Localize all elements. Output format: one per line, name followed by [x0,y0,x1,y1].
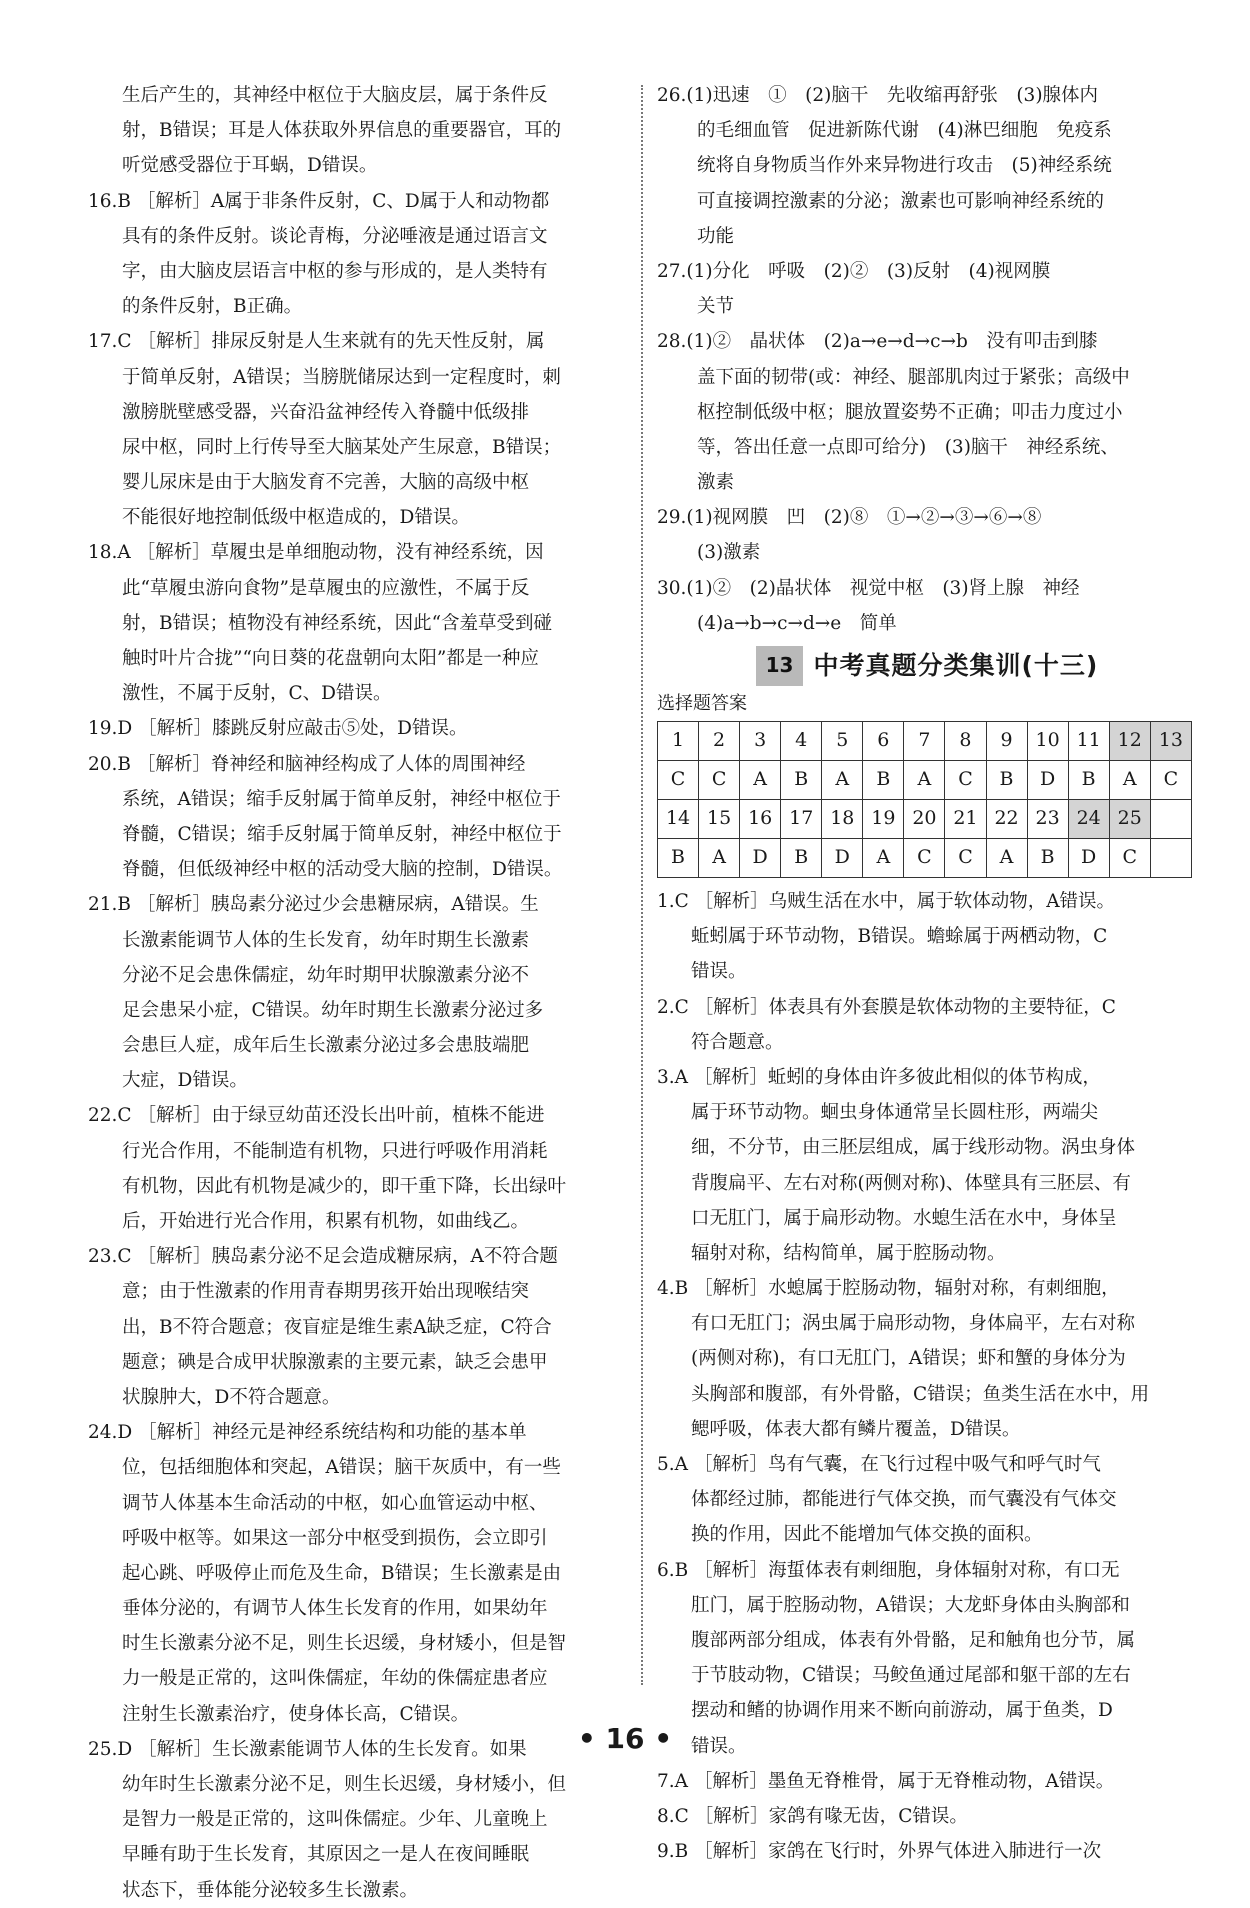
answer-cell: A [986,839,1027,878]
text-line: 口无肛门，属于扁形动物。水螅生活在水中，身体呈 [691,1207,1117,1229]
text-line: 的毛细血管 促进新陈代谢 (4)淋巴细胞 免疫系 [697,120,1112,142]
text-line: 4.B ［解析］水螅属于腔肠动物，辐射对称，有刺细胞， [657,1278,1120,1300]
question-number-cell: 5 [822,722,863,761]
question-number-cell: 21 [945,800,986,839]
text-line: 不能很好地控制低级中枢造成的，D错误。 [122,507,470,529]
table-row-answers-1 [658,761,1192,800]
text-line: 5.A ［解析］鸟有气囊，在飞行过程中吸气和呼气时气 [657,1454,1101,1475]
text-line: 生后产生的，其神经中枢位于大脑皮层，属于条件反 [122,85,548,106]
text-line: 于简单反射，A错误；当膀胱储尿达到一定程度时，刺 [122,366,561,388]
text-line: 可直接调控激素的分泌；激素也可影响神经系统的 [697,190,1105,212]
answer-cell: B [781,761,822,800]
text-line: 属于环节动物。蛔虫身体通常呈长圆柱形，两端尖 [691,1102,1099,1124]
question-number-cell: 12 [1109,722,1150,761]
answer-cell: C [658,761,699,800]
text-line: 关节 [697,296,735,318]
text-line: 有机物，因此有机物是减少的，即干重下降，长出绿叶 [122,1175,567,1197]
question-number-cell: 17 [781,800,822,839]
text-line: 有口无肛门；涡虫属于扁形动物，身体扁平，左右对称 [691,1313,1136,1335]
answer-cell: D [740,839,781,878]
text-line: 统将自身物质当作外来异物进行攻击 (5)神经系统 [697,155,1112,177]
text-line: 系统，A错误；缩手反射属于简单反射，神经中枢位于 [122,788,561,810]
answer-cell: D [1027,761,1068,800]
text-line: 幼年时生长激素分泌不足，则生长迟缓，身材矮小，但 [122,1774,567,1795]
text-line: 力一般是正常的，这叫侏儒症，年幼的侏儒症患者应 [122,1668,548,1690]
question-number-cell: 25 [1109,800,1150,839]
text-line: 16.B ［解析］A属于非条件反射，C、D属于人和动物都 [88,190,550,212]
question-number-cell: 14 [658,800,699,839]
text-line: (两侧对称)，有口无肛门，A错误；虾和蟹的身体分为 [691,1348,1126,1370]
answer-cell: C [699,761,740,800]
text-line: 1.C ［解析］乌贼生活在水中，属于软体动物，A错误。 [657,891,1116,912]
answer-cell: C [945,761,986,800]
answer-cell [1150,839,1191,878]
text-line: (3)激素 [697,542,761,564]
text-line: 蚯蚓属于环节动物，B错误。蟾蜍属于两栖动物，C [691,926,1108,948]
answer-cell: A [863,839,904,878]
answer-cell: D [1068,839,1109,878]
text-line: 2.C ［解析］体表具有外套膜是软体动物的主要特征，C [657,996,1116,1018]
answer-cell: A [740,761,781,800]
answer-cell: C [1109,839,1150,878]
table-row-numbers-2 [658,800,1192,839]
question-number-cell: 3 [740,722,781,761]
text-line: 听觉感受器位于耳蜗，D错误。 [122,155,378,177]
text-line: 24.D ［解析］神经元是神经系统结构和功能的基本单 [88,1422,527,1444]
text-line: 6.B ［解析］海蜇体表有刺细胞，身体辐射对称，有口无 [657,1559,1120,1581]
question-number-cell: 19 [863,800,904,839]
text-line: 足会患呆小症，C错误。幼年时期生长激素分泌过多 [122,999,544,1021]
text-line: 29.(1)视网膜 凹 (2)⑧ ①→②→③→⑥→⑧ [657,507,1042,529]
text-line: 等，答出任意一点即可给分) (3)脑干 神经系统、 [697,436,1119,458]
answer-cell: A [1109,761,1150,800]
column-divider [641,85,643,1685]
question-number-cell: 20 [904,800,945,839]
text-line: 功能 [697,225,735,247]
text-line: 21.B ［解析］胰岛素分泌过少会患糖尿病，A错误。生 [88,894,539,916]
text-line: 长激素能调节人体的生长发育，幼年时期生长激素 [122,929,530,951]
text-line: 射，B错误；耳是人体获取外界信息的重要器官，耳的 [122,120,562,142]
text-line: 时生长激素分泌不足，则生长迟缓，身材矮小，但是智 [122,1633,567,1655]
text-line: 位，包括细胞体和突起，A错误；脑干灰质中，有一些 [122,1457,561,1479]
question-number-cell: 1 [658,722,699,761]
text-line: 状腺肿大，D不符合题意。 [122,1386,341,1408]
text-line: 激膀胱壁感受器，兴奋沿盆神经传入脊髓中低级排 [122,401,530,423]
question-number-cell: 16 [740,800,781,839]
question-number-cell: 24 [1068,800,1109,839]
text-line: 后，开始进行光合作用，积累有机物，如曲线乙。 [122,1211,530,1232]
text-line: 26.(1)迅速 ① (2)脑干 先收缩再舒张 (3)腺体内 [657,85,1099,106]
question-number-cell: 6 [863,722,904,761]
answer-cell: B [1027,839,1068,878]
answer-cell: B [658,839,699,878]
text-line: 此“草履虫游向食物”是草履虫的应激性，不属于反 [122,577,530,599]
text-line: 大症，D错误。 [122,1070,248,1092]
text-line: 意；由于性激素的作用青春期男孩开始出现喉结突 [122,1281,530,1303]
text-line: 23.C ［解析］胰岛素分泌不足会造成糖尿病，A不符合题 [88,1246,558,1268]
question-number-cell [1150,800,1191,839]
text-line: 25.D ［解析］生长激素能调节人体的生长发育。如果 [88,1738,527,1760]
text-line: 体都经过肺，都能进行气体交换，而气囊没有气体交 [691,1489,1117,1511]
answer-cell: D [822,839,863,878]
text-line: 符合题意。 [691,1031,784,1053]
text-line: 垂体分泌的，有调节人体生长发育的作用，如果幼年 [122,1598,548,1620]
text-line: 22.C ［解析］由于绿豆幼苗还没长出叶前，植株不能进 [88,1105,545,1127]
question-number-cell: 22 [986,800,1027,839]
text-line: 盖下面的韧带(或：神经、腿部肌肉过于紧张；高级中 [697,366,1130,388]
page-number: • 16 • [577,1722,673,1755]
section-title: 中考真题分类集训(十三) [813,651,1099,681]
question-number-cell: 9 [986,722,1027,761]
text-line: 20.B ［解析］脊神经和脑神经构成了人体的周围神经 [88,753,526,775]
text-line: 起心跳、呼吸停止而危及生命，B错误；生长激素是由 [122,1562,562,1584]
question-number-cell: 8 [945,722,986,761]
text-line: 激素 [697,472,735,494]
text-line: 呼吸中枢等。如果这一部分中枢受到损伤，会立即引 [122,1527,548,1549]
text-line: 射，B错误；植物没有神经系统，因此“含羞草受到碰 [122,612,553,634]
text-line: 28.(1)② 晶状体 (2)a→e→d→c→b 没有叩击到膝 [657,331,1098,353]
answers-26-30 [657,78,1197,641]
answer-cell: B [781,839,822,878]
text-line: 腹部两部分组成，体表有外骨骼，足和触角也分节，属 [691,1629,1136,1651]
text-line: 17.C ［解析］排尿反射是人生来就有的先天性反射，属 [88,331,545,353]
text-line: 会患巨人症，成年后生长激素分泌过多会患肢端肥 [122,1035,530,1057]
answer-cell: C [945,839,986,878]
right-column [657,78,1197,1869]
text-line: 枢控制低级中枢；腿放置姿势不正确；叩击力度过小 [697,401,1123,423]
section-number-badge: 13 [756,646,804,685]
section-header [657,643,1197,689]
answer-cell: C [904,839,945,878]
text-line: 头胸部和腹部，有外骨骼，C错误；鱼类生活在水中，用 [691,1383,1150,1405]
text-line: 18.A ［解析］草履虫是单细胞动物，没有神经系统，因 [88,542,544,564]
text-line: 具有的条件反射。谈论青梅，分泌唾液是通过语言文 [122,225,548,247]
text-line: 题意；碘是合成甲状腺激素的主要元素，缺乏会患甲 [122,1351,548,1373]
table-row-answers-2 [658,839,1192,878]
text-line: 于节肢动物，C错误；马鲛鱼通过尾部和躯干部的左右 [691,1665,1131,1687]
text-line: 状态下，垂体能分泌较多生长激素。 [122,1879,419,1901]
answer-cell: B [986,761,1027,800]
text-line: 27.(1)分化 呼吸 (2)② (3)反射 (4)视网膜 [657,260,1051,282]
text-line: 行光合作用，不能制造有机物，只进行呼吸作用消耗 [122,1140,548,1162]
text-line: 19.D ［解析］膝跳反射应敲击⑤处，D错误。 [88,718,468,740]
table-row-numbers-1 [658,722,1192,761]
text-line: 9.B ［解析］家鸽在飞行时，外界气体进入肺进行一次 [657,1841,1102,1863]
answer-cell: A [904,761,945,800]
text-line: 换的作用，因此不能增加气体交换的面积。 [691,1524,1043,1546]
page-number-value: 16 [605,1722,645,1755]
choice-answer-table [657,721,1192,878]
question-number-cell: 2 [699,722,740,761]
left-column [88,78,623,1908]
text-line: (4)a→b→c→d→e 简单 [697,612,897,634]
text-line: 分泌不足会患侏儒症，幼年时期甲状腺激素分泌不 [122,964,530,986]
question-number-cell: 7 [904,722,945,761]
text-line: 注射生长激素治疗，使身体长高，C错误。 [122,1703,470,1725]
answer-cell: B [1068,761,1109,800]
question-number-cell: 4 [781,722,822,761]
text-line: 脊髓，C错误；缩手反射属于简单反射，神经中枢位于 [122,823,562,845]
text-line: 3.A ［解析］蚯蚓的身体由许多彼此相似的体节构成， [657,1066,1101,1088]
text-line: 出，B不符合题意；夜盲症是维生素A缺乏症，C符合 [122,1316,552,1338]
text-line: 肛门，属于腔肠动物，A错误；大龙虾身体由头胸部和 [691,1594,1130,1616]
question-number-cell: 18 [822,800,863,839]
text-line: 鳃呼吸，体表大都有鳞片覆盖，D错误。 [691,1418,1021,1440]
text-line: 错误。 [691,961,747,983]
text-line: 细，不分节，由三胚层组成，属于线形动物。涡虫身体 [691,1137,1136,1159]
text-line: 辐射对称，结构简单，属于腔肠动物。 [691,1242,1006,1264]
text-line: 触时叶片合拢”“向日葵的花盘朝向太阳”都是一种应 [122,648,539,669]
choice-answers-label: 选择题答案 [657,693,747,714]
text-line: 婴儿尿床是由于大脑发育不完善，大脑的高级中枢 [122,472,530,494]
text-line: 早睡有助于生长发育，其原因之一是人在夜间睡眠 [122,1844,530,1866]
text-line: 30.(1)② (2)晶状体 视觉中枢 (3)肾上腺 神经 [657,577,1080,599]
question-number-cell: 13 [1150,722,1191,761]
text-line: 脊髓，但低级神经中枢的活动受大脑的控制，D错误。 [122,859,563,881]
text-line: 尿中枢，同时上行传导至大脑某处产生尿意，B错误； [122,436,562,458]
text-line: 字，由大脑皮层语言中枢的参与形成的，是人类特有 [122,260,548,282]
question-number-cell: 23 [1027,800,1068,839]
text-line: 的条件反射，B正确。 [122,296,303,318]
answer-cell: A [822,761,863,800]
text-line: 摆动和鳍的协调作用来不断向前游动，属于鱼类，D [691,1700,1113,1722]
question-number-cell: 11 [1068,722,1109,761]
text-line: 7.A ［解析］墨鱼无脊椎骨，属于无脊椎动物，A错误。 [657,1770,1115,1792]
question-number-cell: 15 [699,800,740,839]
answer-cell: B [863,761,904,800]
text-line: 错误。 [691,1735,747,1757]
text-line: 调节人体基本生命活动的中枢，如心血管运动中枢、 [122,1492,548,1514]
question-number-cell: 10 [1027,722,1068,761]
answer-cell: C [1150,761,1191,800]
text-line: 是智力一般是正常的，这叫侏儒症。少年、儿童晚上 [122,1809,548,1831]
text-line: 激性，不属于反射，C、D错误。 [122,683,392,705]
text-line: 8.C ［解析］家鸽有喙无齿，C错误。 [657,1805,968,1827]
answer-cell: A [699,839,740,878]
text-line: 背腹扁平、左右对称(两侧对称)、体壁具有三胚层、有 [691,1172,1131,1194]
